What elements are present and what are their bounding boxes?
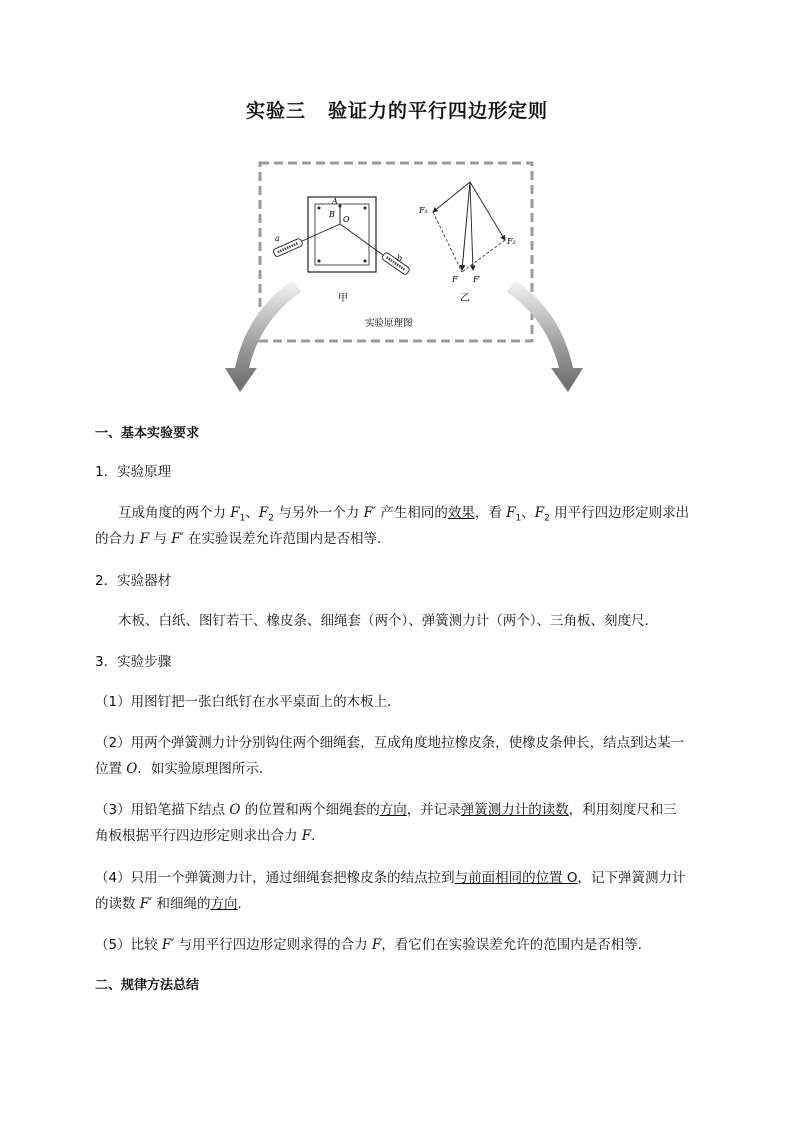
page-title	[0, 96, 794, 123]
principle-figure	[205, 160, 595, 400]
step-5: （5）比较 F′ 与用平行四边形定则求得的合力 F，看它们在实验误差允许的范围内是否相等．	[95, 937, 652, 953]
section2-heading: 二、规律方法总结	[95, 978, 200, 993]
label-Fprime: F′	[473, 275, 481, 284]
label-yi: 乙	[460, 293, 470, 304]
step-2-line1: （2）用两个弹簧测力计分别钩住两个细绳套，互成角度地拉橡皮条，使橡皮条伸长，结点到达某一	[95, 735, 685, 751]
dashed-frame	[260, 163, 532, 341]
label-F1: F₁	[419, 206, 428, 215]
title-part1: 实验三	[245, 100, 306, 122]
label-jia: 甲	[338, 293, 348, 304]
step-4-line1: （4）只用一个弹簧测力计，通过细绳套把橡皮条的结点拉到与前面相同的位置 O，记下弹簧测力计	[95, 870, 686, 886]
step-1: （1）用图钉把一张白纸钉在水平桌面上的木板上．	[95, 694, 401, 710]
force-diagram	[418, 182, 516, 304]
steps-heading: 3．实验步骤	[95, 654, 172, 670]
principle-line2: 的合力 F 与 F′ 在实验误差允许范围内是否相等．	[95, 531, 391, 547]
label-B: B	[329, 210, 335, 219]
title-part2: 验证力的平行四边形定则	[328, 100, 549, 122]
label-F2: F₂	[507, 237, 516, 246]
figure-caption: 实验原理图	[365, 318, 413, 329]
equipment-heading: 2．实验器材	[95, 573, 172, 589]
label-A: A	[332, 197, 338, 206]
left-curve-arrow	[225, 280, 301, 392]
step-3-line2: 角板根据平行四边形定则求出合力 F.	[95, 828, 316, 844]
step-3-line1: （3）用铅笔描下结点 O 的位置和两个细绳套的方向，并记录弹簧测力计的读数，利用刻度尺和三	[95, 802, 677, 818]
label-b: b	[397, 254, 403, 263]
label-F: F	[452, 275, 458, 284]
step-4-line2: 的读数 F′ 和细绳的方向．	[95, 896, 252, 912]
right-curve-arrow	[507, 280, 583, 392]
section1-heading: 一、基本实验要求	[95, 426, 200, 441]
principle-heading: 1．实验原理	[95, 464, 172, 480]
label-O: O	[343, 215, 350, 224]
label-a: a	[275, 234, 280, 243]
equipment-text: 木板、白纸、图钉若干、橡皮条、细绳套（两个）、弹簧测力计（两个）、三角板、刻度尺．	[118, 613, 658, 629]
principle-line1: 互成角度的两个力 $F_1$、$F_2$ 与另外一个力 F′ 产生相同的效果，看 $F_1$、$F_2$ 用平行四边形定则求出	[118, 505, 690, 524]
step-2-line2: 位置 O．如实验原理图所示．	[95, 761, 273, 777]
